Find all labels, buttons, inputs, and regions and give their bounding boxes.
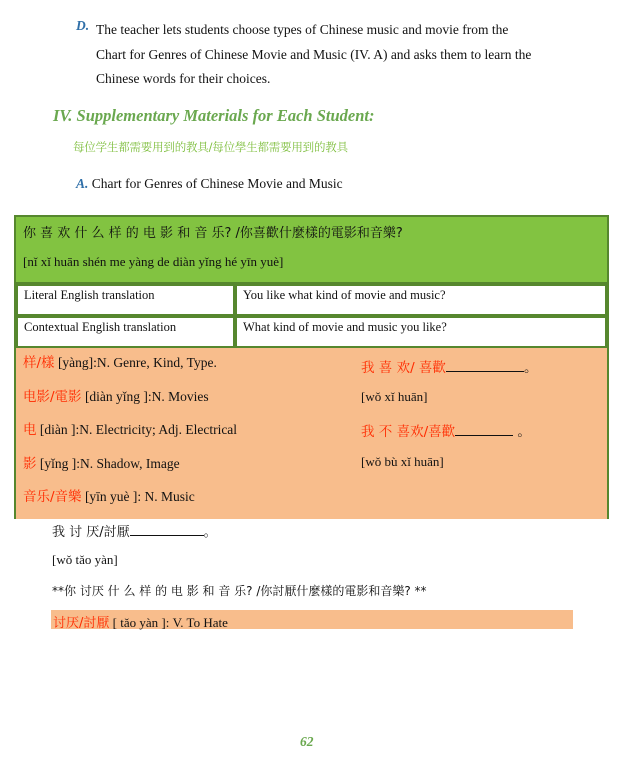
literal-value-cell: You like what kind of movie and music?	[235, 284, 607, 316]
practice-dislike	[361, 420, 531, 440]
section-a-title	[76, 176, 343, 192]
title-pinyin: [nǐ xǐ huān shén me yàng de diàn yǐng hé yīn yuè]	[23, 254, 284, 269]
vocab-hanzi: 影	[23, 456, 37, 472]
vocab-item	[23, 452, 180, 472]
section-iv-subheading: 每位学生都需要用到的教具/每位學生都需要用到的教具	[73, 140, 348, 154]
section-d-text	[96, 18, 576, 92]
fill-blank	[130, 523, 204, 536]
practice-like-pinyin: [wǒ xǐ huān]	[361, 389, 428, 404]
hate-pinyin: [wǒ tǎo yàn]	[52, 552, 118, 567]
vocab-item	[23, 351, 217, 371]
hate-vocab-definition: [ tǎo yàn ]: V. To Hate	[109, 615, 228, 630]
literal-label-cell: Literal English translation	[16, 284, 235, 316]
hate-vocab	[53, 612, 228, 631]
section-d-letter: D.	[76, 18, 90, 33]
hate-vocab-highlight	[51, 610, 573, 629]
section-d-line-3: Chinese words for their choices.	[96, 71, 271, 86]
vocab-row	[16, 348, 607, 519]
section-a-letter: A.	[76, 176, 89, 191]
practice-dislike-end: 。	[513, 424, 531, 440]
vocab-hanzi: 电影/電影	[23, 389, 82, 405]
genre-chart-table	[14, 215, 609, 519]
page-number: 62	[300, 734, 314, 749]
section-d-line-1: The teacher lets students choose types of Chinese music and movie from the	[96, 22, 509, 37]
vocab-definition: [diàn yǐng ]:N. Movies	[81, 389, 209, 404]
vocab-item	[23, 385, 209, 405]
section-a-text: Chart for Genres of Chinese Movie and Music	[91, 176, 343, 191]
contextual-label-cell: Contextual English translation	[16, 316, 235, 348]
vocab-hanzi: 音乐/音樂	[23, 489, 82, 505]
vocab-definition: [yǐng ]:N. Shadow, Image	[36, 456, 180, 471]
practice-dislike-pinyin: [wǒ bù xǐ huān]	[361, 454, 444, 469]
hate-end: 。	[203, 525, 217, 540]
contextual-value-cell: What kind of movie and music you like?	[235, 316, 607, 348]
hate-hanzi: 我 讨 厌/討厭	[52, 525, 130, 540]
practice-like-end: 。	[523, 360, 538, 376]
vocab-item	[23, 485, 195, 505]
title-hanzi: 你 喜 欢 什 么 样 的 电 影 和 音 乐? /你喜歡什麼樣的電影和音樂?	[23, 226, 403, 241]
practice-dislike-hanzi: 我 不 喜欢/喜歡	[361, 424, 456, 440]
vocab-definition: [yàng]:N. Genre, Kind, Type.	[54, 355, 217, 370]
vocab-hanzi: 电	[23, 422, 37, 438]
section-iv-heading: IV. Supplementary Materials for Each Student:	[53, 106, 375, 125]
vocab-definition: [yīn yuè ]: N. Music	[81, 489, 195, 504]
vocab-hanzi: 样/樣	[23, 355, 55, 371]
practice-like-hanzi: 我 喜 欢/ 喜歡	[361, 360, 446, 376]
hate-sentence	[52, 521, 217, 540]
vocab-item	[23, 418, 237, 438]
section-d-line-2: Chart for Genres of Chinese Movie and Music (IV. A) and asks them to learn the	[96, 46, 532, 62]
hate-question: **你 讨厌 什 么 样 的 电 影 和 音 乐? /你討厭什麼樣的電影和音樂? **	[52, 584, 427, 598]
fill-blank	[455, 423, 513, 436]
fill-blank	[446, 359, 524, 372]
practice-like	[361, 356, 537, 376]
vocab-definition: [diàn ]:N. Electricity; Adj. Electrical	[36, 422, 238, 437]
table-title-row	[16, 217, 607, 284]
hate-vocab-hanzi: 讨厌/討厭	[53, 616, 110, 631]
